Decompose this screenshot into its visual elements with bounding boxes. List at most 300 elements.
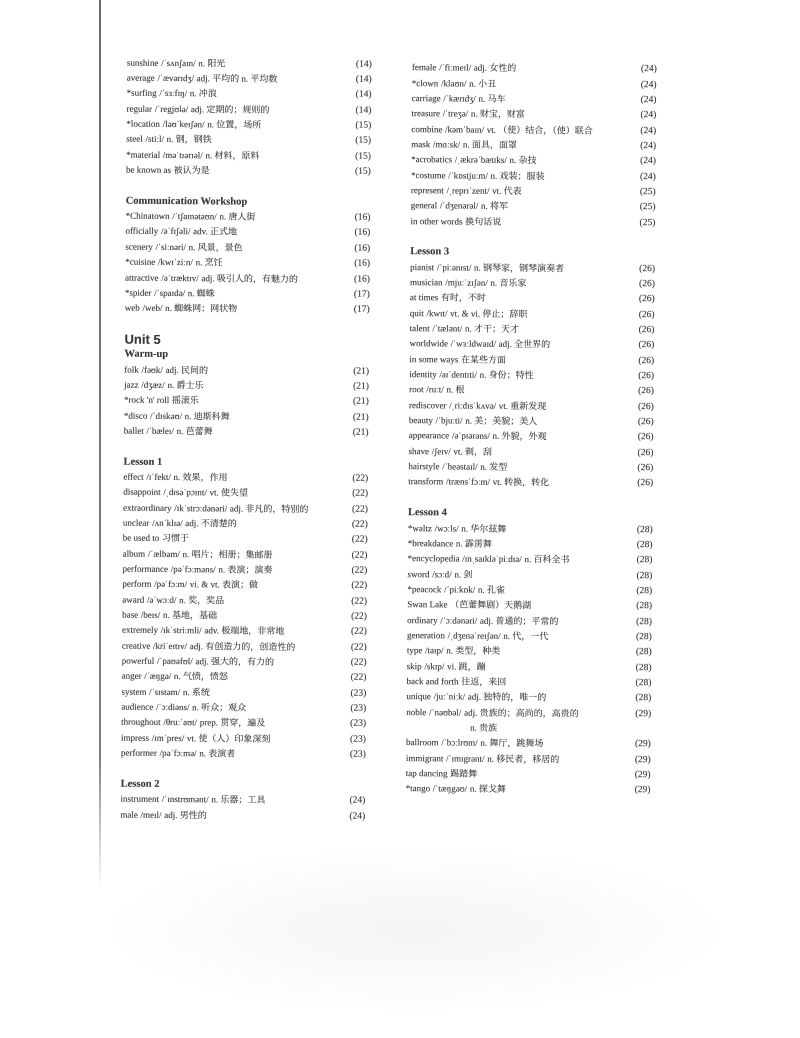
vocab-word: musician [410, 277, 443, 288]
page-reference: (28) [636, 555, 653, 566]
vocab-definition: n. 气愤，愤怒 [173, 671, 228, 682]
page-reference: (28) [636, 585, 653, 597]
vocab-phonetic: /beɪs/ [140, 609, 161, 620]
vocab-phonetic: /ˌriːdɪsˈkʌvə/ [449, 400, 497, 411]
vocab-word: base [122, 609, 139, 620]
vocab-word: *material [126, 149, 161, 160]
vocab-phonetic: /ʃeɪv/ [431, 446, 451, 457]
page-reference: (24) [640, 79, 657, 90]
page-reference: (22) [351, 519, 368, 530]
vocab-word: extraordinary [123, 502, 172, 513]
vocab-word: performance [122, 563, 169, 575]
vocab-word: *cuisine [125, 256, 156, 268]
vocab-word: folk [124, 364, 139, 375]
page-reference: (15) [355, 136, 372, 147]
page-reference: (24) [640, 110, 657, 121]
vocab-definition: n. 唐人街 [219, 211, 256, 222]
unit-title: Unit 5 [124, 331, 161, 347]
vocab-definition: n. 风景，景色 [188, 241, 243, 253]
page-reference: (29) [634, 770, 651, 781]
vocab-definition: 有时，不时 [440, 292, 486, 304]
vocab-section [120, 776, 372, 824]
vocab-word: *peacock [407, 583, 442, 595]
vocab-entry [126, 163, 378, 181]
page-reference: (21) [352, 427, 369, 438]
vocab-phonetic: /ˈdɪskəʊ/ [150, 410, 183, 421]
vocab-word: steel [126, 134, 143, 145]
vocab-definition: vt. 代表 [492, 185, 522, 196]
page-reference: (28) [636, 524, 653, 535]
vocab-word: anger [121, 671, 142, 682]
vocab-word: talent [409, 323, 430, 334]
vocab-word: ballet [123, 425, 144, 436]
vocab-phonetic: /ˈsiːnəri/ [155, 241, 187, 252]
vocab-word: powerful [121, 655, 155, 666]
vocab-word: combine [411, 123, 443, 134]
vocab-definition: adj. 男性的 [164, 809, 207, 820]
vocab-definition: n. 发型 [480, 461, 508, 473]
vocab-word: average [126, 72, 155, 83]
vocab-phonetic: /mɑːsk/ [432, 139, 461, 150]
vocab-phonetic: /ɪnˌsaɪkləˈpiːdɪə/ [462, 553, 522, 565]
page-reference: (22) [352, 488, 369, 500]
vocab-phonetic: /ˈɪnstrʊmənt/ [161, 794, 209, 805]
vocab-definition: adj. 强大的，有力的 [195, 656, 275, 667]
vocab-definition: adj. 有创造力的，创造性的 [189, 640, 296, 652]
page-reference: (15) [355, 151, 372, 162]
vocab-definition: n. 才干；天才 [464, 323, 520, 335]
entry-continuation: n. 贵族 [470, 722, 498, 733]
vocab-phonetic: /ˈsʌnʃaɪn/ [161, 57, 196, 68]
page-reference: (26) [638, 294, 655, 305]
vocab-definition: adj. 平均的 n. 平均数 [196, 73, 278, 84]
page-reference: (28) [636, 616, 652, 627]
page-reference: (26) [637, 478, 654, 489]
vocab-word: performer [120, 747, 157, 759]
vocab-word: scenery [125, 241, 153, 252]
vocab-definition: vt. 转换，转化 [492, 477, 550, 488]
vocab-word: *acrobatics [411, 154, 453, 165]
vocab-word: mask [411, 138, 431, 150]
vocab-phonetic: /ˈpiːənɪst/ [436, 261, 472, 273]
page-reference: (26) [637, 417, 654, 428]
page-reference: (29) [635, 708, 652, 719]
vocab-definition: adv. 极端地，非常地 [204, 625, 285, 637]
vocab-word: back and forth [406, 676, 459, 687]
vocab-phonetic: /kwɪt/ [426, 307, 448, 319]
page-reference: (29) [634, 739, 651, 750]
page-reference: (22) [350, 657, 367, 668]
vocab-entry [124, 424, 376, 442]
page-reference: (21) [353, 381, 370, 392]
vocab-definition: 往返，来回 [461, 676, 507, 687]
vocab-definition: vt. 剃，刮 [453, 446, 493, 457]
vocab-word: shave [408, 445, 430, 457]
page-reference: (21) [353, 366, 370, 377]
vocab-word: *tango [405, 783, 431, 794]
vocab-definition: n. 唱片；相册；集邮册 [182, 548, 273, 560]
vocab-phonetic: /ɪkˈstrɔːdənəri/ [174, 502, 228, 514]
vocab-phonetic: /ˈnəʊbəl/ [428, 706, 462, 718]
page-reference: (22) [352, 473, 369, 484]
vocab-definition: adj. 独特的，唯一的 [467, 691, 547, 703]
vocab-entry [125, 301, 377, 319]
vocab-word: *clown [411, 77, 439, 88]
vocab-word: sword [407, 568, 430, 579]
vocab-phonetic: /pəˈfɔːm/ [154, 579, 188, 590]
vocab-word: perform [122, 578, 152, 590]
page-reference: (26) [638, 340, 655, 351]
page-reference: (28) [636, 539, 653, 551]
vocab-entry [408, 475, 660, 493]
vocab-section [408, 244, 662, 492]
vocab-definition: adj. 民间的 [165, 364, 209, 375]
vocab-word: throughout [121, 717, 161, 728]
vocab-phonetic: /ˈkærɪdʒ/ [443, 93, 476, 104]
vocab-definition: n. 乐器；工具 [211, 794, 266, 806]
vocab-definition: vi. & vt. 表演；做 [189, 579, 259, 591]
page-reference: (15) [355, 120, 372, 131]
vocab-phonetic: /ˈheəstaɪl/ [442, 461, 478, 472]
vocab-entry [411, 214, 663, 232]
vocab-word: worldwide [409, 338, 449, 349]
vocab-definition: n. 身份；特性 [479, 369, 534, 381]
page-reference: (14) [355, 89, 372, 101]
page-reference: (28) [635, 693, 652, 704]
page-reference: (24) [640, 125, 657, 136]
vocab-word: award [122, 594, 145, 605]
page-reference: (24) [640, 94, 657, 106]
vocab-definition: adj. 吸引人的，有魅力的 [201, 272, 298, 284]
page-reference: (25) [639, 202, 656, 213]
vocab-definition: adj. 贵族的；高尚的，高贵的 [464, 707, 579, 719]
vocab-phonetic: /sɔːd/ [432, 568, 452, 579]
vocab-word: carriage [411, 92, 441, 104]
vocab-phonetic: /ɪmˈpres/ [151, 732, 185, 743]
page-reference: (28) [636, 570, 653, 581]
page-reference: (22) [352, 504, 368, 515]
vocab-word: in some ways [409, 353, 459, 365]
page-reference: (22) [351, 550, 368, 561]
vocab-phonetic: /ˈtreʒə/ [442, 108, 469, 119]
page-reference: (14) [355, 74, 372, 85]
vocab-definition: n. 冲浪 [189, 88, 217, 99]
vocab-phonetic: /dʒæz/ [141, 379, 165, 390]
page-reference: (17) [353, 304, 370, 315]
page-reference: (22) [351, 534, 368, 546]
vocab-phonetic: /ˌækrəˈbætɪks/ [454, 154, 507, 166]
vocab-section [121, 454, 376, 763]
vocab-word: *encyclopedia [407, 553, 460, 564]
vocab-phonetic: /ˈpiːkɒk/ [444, 584, 476, 595]
vocab-phonetic: /ˈtæŋgəʊ/ [432, 783, 468, 794]
page-reference: (21) [352, 412, 369, 423]
page-reference: (22) [350, 642, 367, 653]
page-reference: (26) [638, 371, 655, 382]
page-reference: (26) [637, 432, 654, 443]
page-reference: (26) [638, 325, 655, 336]
vocab-definition: n. 位置，场所 [207, 119, 262, 130]
vocab-phonetic: /mjuːˈzɪʃən/ [445, 277, 488, 288]
page-reference: (25) [639, 217, 656, 228]
vocab-definition: n. 基地，基础 [162, 609, 218, 621]
vocab-phonetic: /ˈwɜːldwaɪd/ [450, 338, 497, 350]
vocab-word: web [124, 302, 140, 313]
section-heading: Lesson 2 [120, 778, 160, 790]
vocab-definition: n. 表演者 [199, 748, 236, 759]
vocab-word: extremely [121, 624, 159, 636]
vocab-phonetic: /kriˈeɪtɪv/ [153, 640, 188, 651]
page-reference: (28) [636, 601, 653, 612]
vocab-word: appearance [408, 430, 450, 441]
vocab-entry [121, 746, 373, 764]
vocab-word: skip [406, 660, 422, 671]
vocab-definition: adj. 不清楚的 [185, 518, 237, 529]
vocab-word: beauty [408, 415, 433, 426]
vocab-word: Swan Lake [407, 599, 448, 610]
vocab-definition: 换句话说 [465, 216, 502, 227]
vocab-word: attractive [125, 272, 159, 283]
vocab-phonetic: /ˈɔːdənəri/ [440, 614, 478, 626]
vocab-phonetic: /ˈælbəm/ [147, 548, 180, 559]
vocab-word: *waltz [407, 522, 432, 533]
vocab-definition: n. 杂技 [509, 155, 537, 166]
vocab-phonetic: /trænsˈfɔːm/ [445, 476, 491, 488]
vocab-definition: n. 美；美貌；美人 [465, 415, 538, 427]
vocab-phonetic: /ˈævərɪdʒ/ [157, 72, 195, 84]
vocab-phonetic: /wɔːls/ [434, 522, 459, 534]
vocab-word: noble [406, 706, 427, 717]
page-reference: (24) [349, 811, 366, 822]
vocab-definition: n. 代，一代 [503, 630, 549, 642]
left-column [120, 55, 379, 824]
vocab-word: *surfing [126, 87, 157, 99]
vocab-definition: vi. 跳，蹦 [447, 661, 486, 672]
vocab-definition: n. 类型，种类 [446, 645, 501, 657]
vocab-section [406, 505, 661, 799]
vocab-definition: 摇滚乐 [171, 395, 199, 406]
vocab-definition: n. 孔雀 [477, 584, 506, 595]
vocab-definition: adj. 定期的；规则的 [190, 103, 270, 115]
vocab-phonetic: /pəˈfɔːməns/ [170, 564, 216, 575]
vocab-definition: n. 面具，面罩 [462, 139, 517, 150]
vocab-definition: vt. 重新发现 [498, 400, 547, 412]
vocab-word: impress [121, 732, 150, 743]
vocab-definition: n. 爵士乐 [167, 379, 204, 391]
vocab-word: album [122, 548, 146, 559]
vocab-word: quit [409, 307, 424, 318]
vocab-word: *location [126, 118, 160, 129]
page-reference: (16) [354, 258, 371, 269]
page-reference: (16) [354, 228, 371, 239]
page-reference: (23) [350, 703, 367, 714]
vocab-word: *breakdance [407, 537, 454, 549]
section-heading: Lesson 3 [410, 246, 450, 258]
vocab-entry [406, 781, 658, 799]
vocab-definition: vt. （使）结合，（使）联合 [486, 124, 593, 136]
vocab-definition: n. 效果，作用 [173, 471, 228, 483]
vocab-phonetic: /meɪl/ [140, 809, 162, 820]
page-reference: (16) [354, 274, 370, 285]
page-reference: (29) [634, 754, 651, 765]
vocab-definition: n. 小丑 [469, 78, 497, 89]
page-reference: (26) [639, 279, 655, 290]
vocab-word: jazz [124, 379, 139, 390]
page-reference: (16) [354, 212, 371, 223]
page-reference: (26) [639, 263, 656, 274]
page-reference: (24) [349, 795, 366, 806]
page-reference: (21) [352, 396, 369, 407]
vocab-word: male [120, 809, 138, 820]
vocab-word: creative [121, 640, 151, 651]
vocab-definition: n. 马车 [478, 93, 506, 104]
vocab-definition: n. 听众；观众 [192, 702, 247, 713]
vocab-word: be known as [125, 164, 172, 176]
vocab-definition: 被认为是 [173, 165, 210, 176]
vocab-phonetic: /ˈpaʊəfʊl/ [156, 655, 193, 667]
vocab-word: be used to [122, 532, 160, 544]
vocab-word: treasure [411, 108, 441, 119]
vocab-word: identity [409, 369, 437, 380]
vocab-definition: n. 阳光 [198, 57, 226, 69]
vocab-definition: n. 音乐家 [490, 277, 527, 289]
vocab-phonetic: /ˈbjuːti/ [435, 415, 463, 426]
vocab-definition: vt. 使（人）印象深刻 [186, 732, 271, 744]
vocab-phonetic: /fəʊk/ [141, 364, 163, 375]
vocab-definition: （芭蕾舞剧）天鹅湖 [450, 599, 532, 611]
vocab-word: instrument [120, 793, 160, 805]
page-reference: (15) [354, 166, 371, 177]
vocab-word: hairstyle [408, 461, 440, 472]
vocab-section [126, 55, 379, 180]
page-reference: (25) [639, 187, 656, 198]
page-reference: (23) [349, 749, 366, 760]
vocab-phonetic: /juːˈniːk/ [433, 691, 466, 702]
vocab-phonetic: /klaʊn/ [440, 77, 467, 89]
vocab-word: female [411, 62, 437, 73]
vocab-word: root [409, 384, 424, 395]
vocab-phonetic: /ˈæŋgə/ [144, 671, 172, 682]
page-reference: (28) [635, 647, 652, 658]
vocab-phonetic: /ˈregjʊlə/ [154, 103, 189, 114]
vocab-definition: n. 舞厅，跳舞场 [480, 738, 544, 749]
page-reference: (26) [638, 355, 655, 366]
vocab-phonetic: /ˈbɔːlrʊm/ [441, 737, 478, 748]
vocab-definition: n. 迪斯科舞 [184, 410, 230, 422]
vocab-phonetic: /ˈtælənt/ [432, 323, 463, 334]
page-reference: (26) [637, 401, 654, 412]
vocab-phonetic: /ˈsɜːfɪŋ/ [159, 88, 188, 99]
section-heading: Lesson 1 [123, 456, 163, 468]
page-reference: (14) [355, 59, 372, 70]
vocab-word: represent [410, 185, 444, 196]
vocab-word: type [406, 645, 423, 656]
page-reference: (24) [639, 171, 656, 182]
vocab-word: general [410, 200, 438, 211]
vocab-word: audience [121, 701, 154, 712]
vocab-word: tap dancing [405, 768, 448, 779]
vocab-phonetic: /ˈkɒstjuːm/ [448, 170, 488, 181]
vocab-definition: n. 霹雳舞 [455, 538, 493, 549]
page-reference: (28) [635, 631, 652, 643]
vocab-definition: n. 探戈舞 [469, 783, 506, 795]
vocab-phonetic: /ˌdɪsəˈpɔɪnt/ [163, 487, 207, 498]
vocab-phonetic: /kwɪˈziːn/ [157, 257, 193, 268]
vocab-phonetic: /kəmˈbaɪn/ [445, 123, 485, 135]
vocab-word: officially [125, 226, 159, 237]
vocab-definition: vt. 使失望 [209, 487, 249, 498]
vocab-word: system [121, 686, 147, 697]
vocab-phonetic: /ˈtʃaɪnətaʊn/ [172, 211, 217, 222]
vocab-phonetic: /pəˈfɔːmə/ [159, 748, 197, 759]
vocab-entry [120, 807, 372, 825]
vocab-word: unclear [122, 517, 150, 528]
vocab-word: *disco [123, 410, 148, 421]
vocab-word: ballroom [405, 737, 439, 748]
vocab-definition: prep. 贯穿，遍及 [199, 717, 266, 729]
page-reference: (23) [350, 734, 366, 745]
vocab-word: *Chinatown [125, 210, 170, 222]
vocab-definition: n. 华尔兹舞 [461, 523, 507, 534]
vocab-phonetic: /taɪp/ [424, 645, 444, 656]
page-reference: (28) [635, 662, 652, 673]
vocab-definition: n. 财宝，财富 [470, 108, 525, 120]
page-reference: (14) [355, 105, 372, 116]
vocab-definition: n. 将军 [481, 200, 509, 212]
vocab-phonetic: /əˈtræktɪv/ [161, 272, 199, 283]
vocab-phonetic: /ɪˈfekt/ [146, 471, 171, 482]
vocab-definition: n. 系统 [182, 686, 210, 698]
page-reference: (28) [635, 677, 652, 689]
page-reference: (23) [350, 719, 367, 730]
vocab-definition: n. 戏装；服装 [490, 170, 545, 181]
vocab-word: effect [123, 471, 144, 482]
vocab-definition: adj. 普通的；平常的 [479, 615, 559, 626]
vocab-definition: n. 蜘蛛网；网状物 [165, 303, 238, 314]
vocab-word: ordinary [407, 614, 438, 625]
page-reference: (22) [350, 673, 367, 684]
vocab-definition: 习惯于 [161, 533, 190, 544]
page-reference: (17) [353, 289, 370, 300]
vocab-definition: n. 材料，原料 [205, 150, 260, 161]
page-reference: (22) [351, 596, 368, 607]
vocab-definition: n. 表演；演奏 [218, 564, 273, 575]
vocab-word: *costume [410, 169, 446, 180]
vocab-phonetic: /ruːt/ [426, 384, 444, 395]
vocab-definition: 踢踏舞 [450, 768, 478, 779]
vocab-word: *spider [124, 287, 152, 298]
vocab-phonetic: /ʌnˈklɪə/ [152, 517, 183, 529]
vocab-definition: n. 剑 [454, 569, 473, 580]
vocab-phonetic: /ləʊˈkeɪʃən/ [162, 118, 205, 130]
page-reference: (22) [351, 580, 368, 592]
vocab-phonetic: /əˈpɪərəns/ [451, 430, 490, 442]
vocab-definition: n. 钢，钢铁 [166, 134, 212, 145]
section-heading: Communication Workshop [125, 195, 248, 208]
page-reference: (26) [637, 463, 654, 474]
vocab-definition: adj. 非凡的，特别的 [229, 503, 309, 514]
vocab-section [411, 60, 664, 231]
vocab-definition: adj. 女性的 [473, 62, 517, 74]
vocab-word: generation [406, 629, 446, 641]
vocab-phonetic: /skɪp/ [424, 660, 445, 671]
page-reference: (16) [354, 243, 371, 254]
vocab-definition: vt. & vi. 停止；辞职 [450, 308, 528, 319]
vocab-phonetic: /ˈsɪstəm/ [149, 686, 181, 697]
vocab-phonetic: /ɪkˈstriːmli/ [160, 625, 202, 636]
vocab-definition: adj. 全世界的 [498, 339, 551, 350]
vocab-definition: n. 百科全书 [524, 554, 570, 565]
